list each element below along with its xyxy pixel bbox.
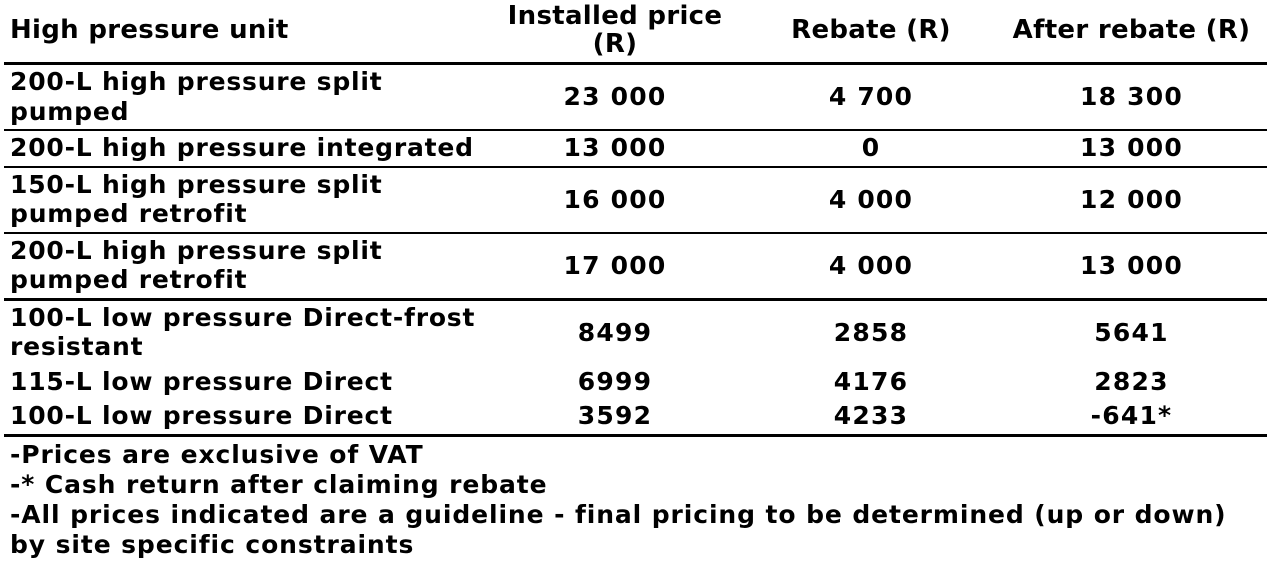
footnote-cash-return: -* Cash return after claiming rebate xyxy=(10,469,548,499)
table-row xyxy=(4,365,1267,400)
footnote-vat: -Prices are exclusive of VAT xyxy=(10,439,424,469)
cell-unit: 200-L high pressure split pumped retrofit xyxy=(4,233,484,300)
column-header-after-rebate: After rebate (R) xyxy=(996,0,1267,64)
cell-unit: 100-L low pressure Direct xyxy=(4,399,484,435)
cell-rebate: 4233 xyxy=(746,399,996,435)
cell-unit: 100-L low pressure Direct-frost resistant xyxy=(10,302,476,362)
cell-rebate: 0 xyxy=(746,130,996,167)
table-row xyxy=(4,233,1267,300)
cell-installed-price: 23 000 xyxy=(484,64,746,131)
table-row xyxy=(4,167,1267,233)
cell-rebate: 4176 xyxy=(833,366,909,396)
cell-unit: 200-L high pressure split pumped xyxy=(4,64,484,131)
price-table xyxy=(4,0,1267,437)
cell-rebate: 4 000 xyxy=(746,233,996,300)
table-row xyxy=(4,64,1267,131)
cell-installed-price: 8499 xyxy=(577,317,653,347)
cell-installed-price: 13 000 xyxy=(484,130,746,167)
table-row xyxy=(4,299,1267,365)
cell-installed-price: 6999 xyxy=(577,366,653,396)
column-header-installed-price: Installed price (R) xyxy=(484,0,746,64)
cell-after-rebate: -641* xyxy=(996,399,1267,435)
cell-installed-price: 3592 xyxy=(484,399,746,435)
cell-rebate: 4 700 xyxy=(746,64,996,131)
cell-after-rebate: 13 000 xyxy=(996,130,1267,167)
cell-unit: 200-L high pressure integrated xyxy=(4,130,484,167)
cell-unit: 115-L low pressure Direct xyxy=(10,366,393,396)
cell-rebate: 4 000 xyxy=(746,167,996,233)
cell-unit: 150-L high pressure split pumped retrofit xyxy=(4,167,484,233)
footnotes xyxy=(4,437,1267,560)
cell-after-rebate: 2823 xyxy=(1094,366,1169,396)
cell-after-rebate: 5641 xyxy=(1094,317,1169,347)
footnote-guideline: -All prices indicated are a guideline - final pricing to be determined (up or down) by site specific constraints xyxy=(10,499,1237,559)
cell-after-rebate: 18 300 xyxy=(996,64,1267,131)
cell-installed-price: 17 000 xyxy=(484,233,746,300)
table-row xyxy=(4,399,1267,435)
cell-after-rebate: 12 000 xyxy=(996,167,1267,233)
column-header-unit: High pressure unit xyxy=(4,0,484,64)
table-header-row xyxy=(4,0,1267,64)
column-header-rebate: Rebate (R) xyxy=(746,0,996,64)
cell-installed-price: 16 000 xyxy=(484,167,746,233)
cell-after-rebate: 13 000 xyxy=(996,233,1267,300)
cell-rebate: 2858 xyxy=(833,317,909,347)
table-row xyxy=(4,130,1267,167)
